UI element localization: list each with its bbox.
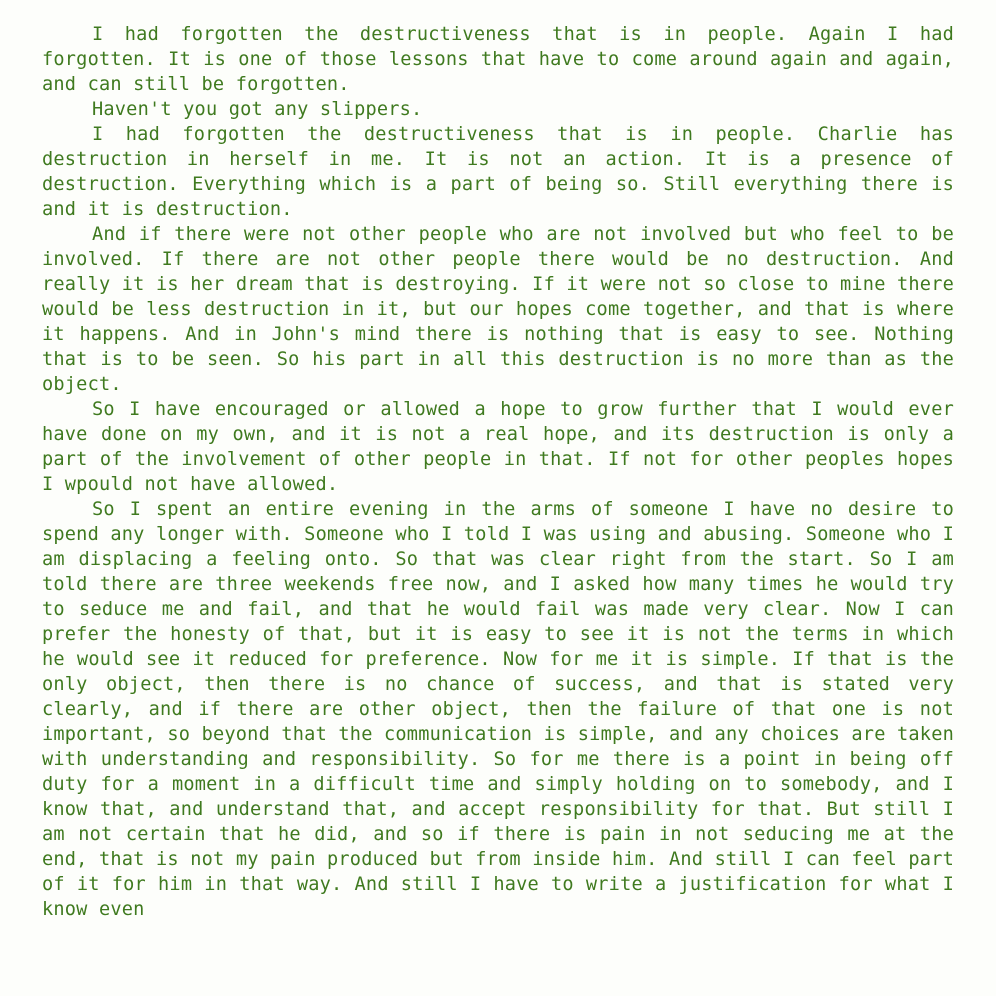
paragraph-3: I had forgotten the destructiveness that is in people. Charlie has destruction in herself in me. It is not an action. It is a presence of destruction. Everything which is a part of being so. Still everything there is and it is destruction. [42, 124, 954, 220]
paragraph-6: So I spent an entire evening in the arms of someone I have no desire to spend any longer with. Someone who I told I was using and abusing. Someone who I am displacing a feeling onto. So that was clear right from the start. So I am told there are three weekends free now, and I asked how many times he would try to seduce me and fail, and that he would fail was made very clear. Now I can prefer the honesty of that, but it is easy to see it is not the terms in which he would see it reduced for preference. Now for me it is simple. If that is the only object, then there is no chance of success, and that is stated very clearly, and if there are other object, then the failure of that one is not important, so beyond that the communication is simple, and any choices are taken with understanding and responsibility. So for me there is a point in being off duty for a moment in a difficult time and simply holding on to somebody, and I know that, and understand that, and accept responsibility for that. But still I am not certain that he did, and so if there is pain in not seducing me at the end, that is not my pain produced but from inside him. And still I can feel part of it for him in that way. And still I have to write a justification for what I know even [42, 499, 954, 920]
document-body [42, 22, 954, 922]
paragraph-5: So I have encouraged or allowed a hope to grow further that I would ever have done on my own, and it is not a real hope, and its destruction is only a part of the involvement of other people in that. If not for other peoples hopes I wpould not have allowed. [42, 399, 954, 495]
paragraph-2: Haven't you got any slippers. [92, 99, 423, 120]
paragraph-4: And if there were not other people who are not involved but who feel to be involved. If there are not other people there would be no destruction. And really it is her dream that is destroying. If it were not so close to mine there would be less destruction in it, but our hopes come together, and that is where it happens. And in John's mind there is nothing that is easy to see. Nothing that is to be seen. So his part in all this destruction is no more than as the object. [42, 224, 954, 395]
paragraph-1: I had forgotten the destructiveness that is in people. Again I had forgotten. It is one of those lessons that have to come around again and again, and can still be forgotten. [42, 24, 954, 95]
